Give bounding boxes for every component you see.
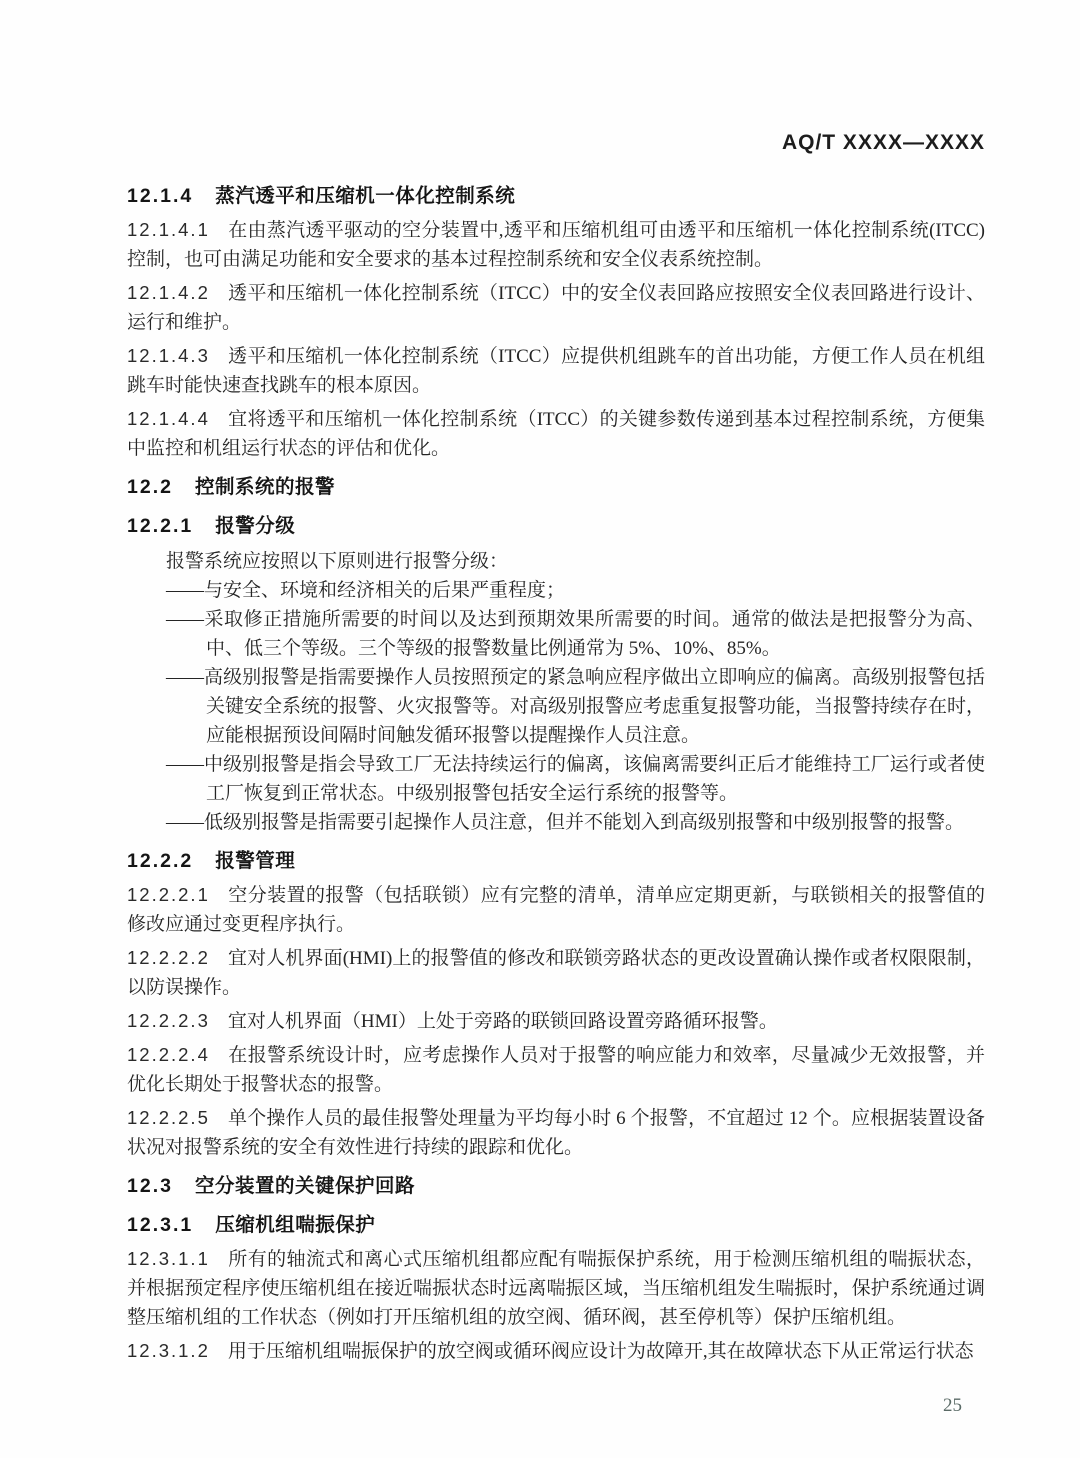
clause-number: 12.1.4.2 — [127, 282, 210, 303]
dash-list — [127, 576, 985, 837]
clause-number: 12.1.4.3 — [127, 345, 210, 366]
dash-marker: —— — [166, 812, 204, 833]
clause-paragraph — [127, 1103, 985, 1162]
heading-number: 12.3 — [127, 1175, 173, 1197]
clause-number: 12.3.1.1 — [127, 1248, 210, 1269]
clause-paragraph — [127, 1006, 985, 1036]
clause-number: 12.2.2.5 — [127, 1107, 210, 1128]
heading-title: 报警分级 — [215, 515, 296, 537]
heading-title: 空分装置的关键保护回路 — [194, 1175, 415, 1197]
section-heading — [127, 512, 985, 541]
heading-number: 12.2 — [127, 476, 173, 498]
section-heading — [127, 473, 985, 502]
section-heading — [127, 847, 985, 876]
dash-marker: —— — [166, 754, 204, 775]
clause-paragraph — [127, 943, 985, 1002]
standard-code: AQ/T XXXX—XXXX — [781, 131, 985, 154]
clause-number: 12.2.2.1 — [127, 884, 210, 905]
clause-text: 透平和压缩机一体化控制系统（ITCC）中的安全仪表回路应按照安全仪表回路进行设计、运行和维护。 — [127, 283, 985, 333]
clause-number: 12.2.2.2 — [127, 947, 210, 968]
heading-title: 蒸汽透平和压缩机一体化控制系统 — [215, 185, 516, 207]
clause-text: 宜对人机界面（HMI）上处于旁路的联锁回路设置旁路循环报警。 — [227, 1011, 778, 1032]
clause-paragraph — [127, 278, 985, 337]
page-number: 25 — [943, 1395, 962, 1416]
clause-number: 12.1.4.1 — [127, 219, 210, 240]
heading-number: 12.1.4 — [127, 185, 194, 207]
clause-number: 12.1.4.4 — [127, 408, 210, 429]
section-heading — [127, 182, 985, 211]
clause-paragraph — [127, 1336, 985, 1366]
list-item-text: 中级别报警是指会导致工厂无法持续运行的偏离，该偏离需要纠正后才能维持工厂运行或者使工厂恢复到正常状态。中级别报警包括安全运行系统的报警等。 — [204, 754, 985, 804]
clause-number: 12.3.1.2 — [127, 1340, 210, 1361]
clause-text: 单个操作人员的最佳报警处理量为平均每小时 6 个报警，不宜超过 12 个。应根据装置设备状况对报警系统的安全有效性进行持续的跟踪和优化。 — [127, 1108, 985, 1158]
dash-marker: —— — [166, 580, 204, 601]
clause-text: 宜将透平和压缩机一体化控制系统（ITCC）的关键参数传递到基本过程控制系统，方便集中监控和机组运行状态的评估和优化。 — [127, 409, 985, 459]
clause-paragraph — [127, 215, 985, 274]
clause-text: 所有的轴流式和离心式压缩机组都应配有喘振保护系统，用于检测压缩机组的喘振状态，并根据预定程序使压缩机组在接近喘振状态时远离喘振区域，当压缩机组发生喘振时，保护系统通过调整压缩机组的工作状态（例如打开压缩机组的放空阀、循环阀，甚至停机等）保护压缩机组。 — [127, 1249, 985, 1328]
clause-text: 宜对人机界面(HMI)上的报警值的修改和联锁旁路状态的更改设置确认操作或者权限限制，以防误操作。 — [127, 948, 985, 998]
dash-list-item — [166, 663, 985, 750]
heading-title: 控制系统的报警 — [194, 476, 335, 498]
dash-list-item — [166, 808, 985, 837]
clause-text: 在报警系统设计时，应考虑操作人员对于报警的响应能力和效率，尽量减少无效报警，并优化长期处于报警状态的报警。 — [127, 1045, 985, 1095]
heading-title: 报警管理 — [215, 850, 296, 872]
heading-number: 12.2.2 — [127, 850, 194, 872]
clause-text: 在由蒸汽透平驱动的空分装置中,透平和压缩机组可由透平和压缩机一体化控制系统(ITCC)控制，也可由满足功能和安全要求的基本过程控制系统和安全仪表系统控制。 — [127, 220, 985, 270]
heading-number: 12.2.1 — [127, 515, 194, 537]
clause-paragraph — [127, 880, 985, 939]
list-intro: 报警系统应按照以下原则进行报警分级： — [166, 551, 509, 572]
clause-number: 12.2.2.4 — [127, 1044, 210, 1065]
clause-text: 透平和压缩机一体化控制系统（ITCC）应提供机组跳车的首出功能，方便工作人员在机组跳车时能快速查找跳车的根本原因。 — [127, 346, 985, 396]
section-heading — [127, 1172, 985, 1201]
dash-marker: —— — [166, 609, 204, 630]
dash-marker: —— — [166, 667, 204, 688]
clause-paragraph — [127, 1040, 985, 1099]
heading-title: 压缩机组喘振保护 — [215, 1214, 376, 1236]
section-heading — [127, 1211, 985, 1240]
heading-number: 12.3.1 — [127, 1214, 194, 1236]
list-item-text: 与安全、环境和经济相关的后果严重程度； — [204, 580, 566, 601]
dash-list-item — [166, 605, 985, 663]
clause-text: 用于压缩机组喘振保护的放空阀或循环阀应设计为故障开,其在故障状态下从正常运行状态 — [227, 1341, 974, 1362]
list-item-text: 高级别报警是指需要操作人员按照预定的紧急响应程序做出立即响应的偏离。高级别报警包括关键安全系统的报警、火灾报警等。对高级别报警应考虑重复报警功能，当报警持续存在时，应能根据预设间隔时间触发循环报警以提醒操作人员注意。 — [204, 667, 986, 746]
clause-paragraph — [127, 404, 985, 463]
clause-text: 空分装置的报警（包括联锁）应有完整的清单，清单应定期更新，与联锁相关的报警值的修改应通过变更程序执行。 — [127, 885, 985, 935]
dash-list-item — [166, 576, 985, 605]
clause-paragraph — [127, 1244, 985, 1332]
document-body — [127, 172, 985, 1366]
dash-list-item — [166, 750, 985, 808]
list-item-text: 采取修正措施所需要的时间以及达到预期效果所需要的时间。通常的做法是把报警分为高、中、低三个等级。三个等级的报警数量比例通常为 5%、10%、85%。 — [204, 609, 985, 659]
clause-number: 12.2.2.3 — [127, 1010, 210, 1031]
clause-paragraph — [127, 341, 985, 400]
list-item-text: 低级别报警是指需要引起操作人员注意，但并不能划入到高级别报警和中级别报警的报警。 — [204, 812, 965, 833]
